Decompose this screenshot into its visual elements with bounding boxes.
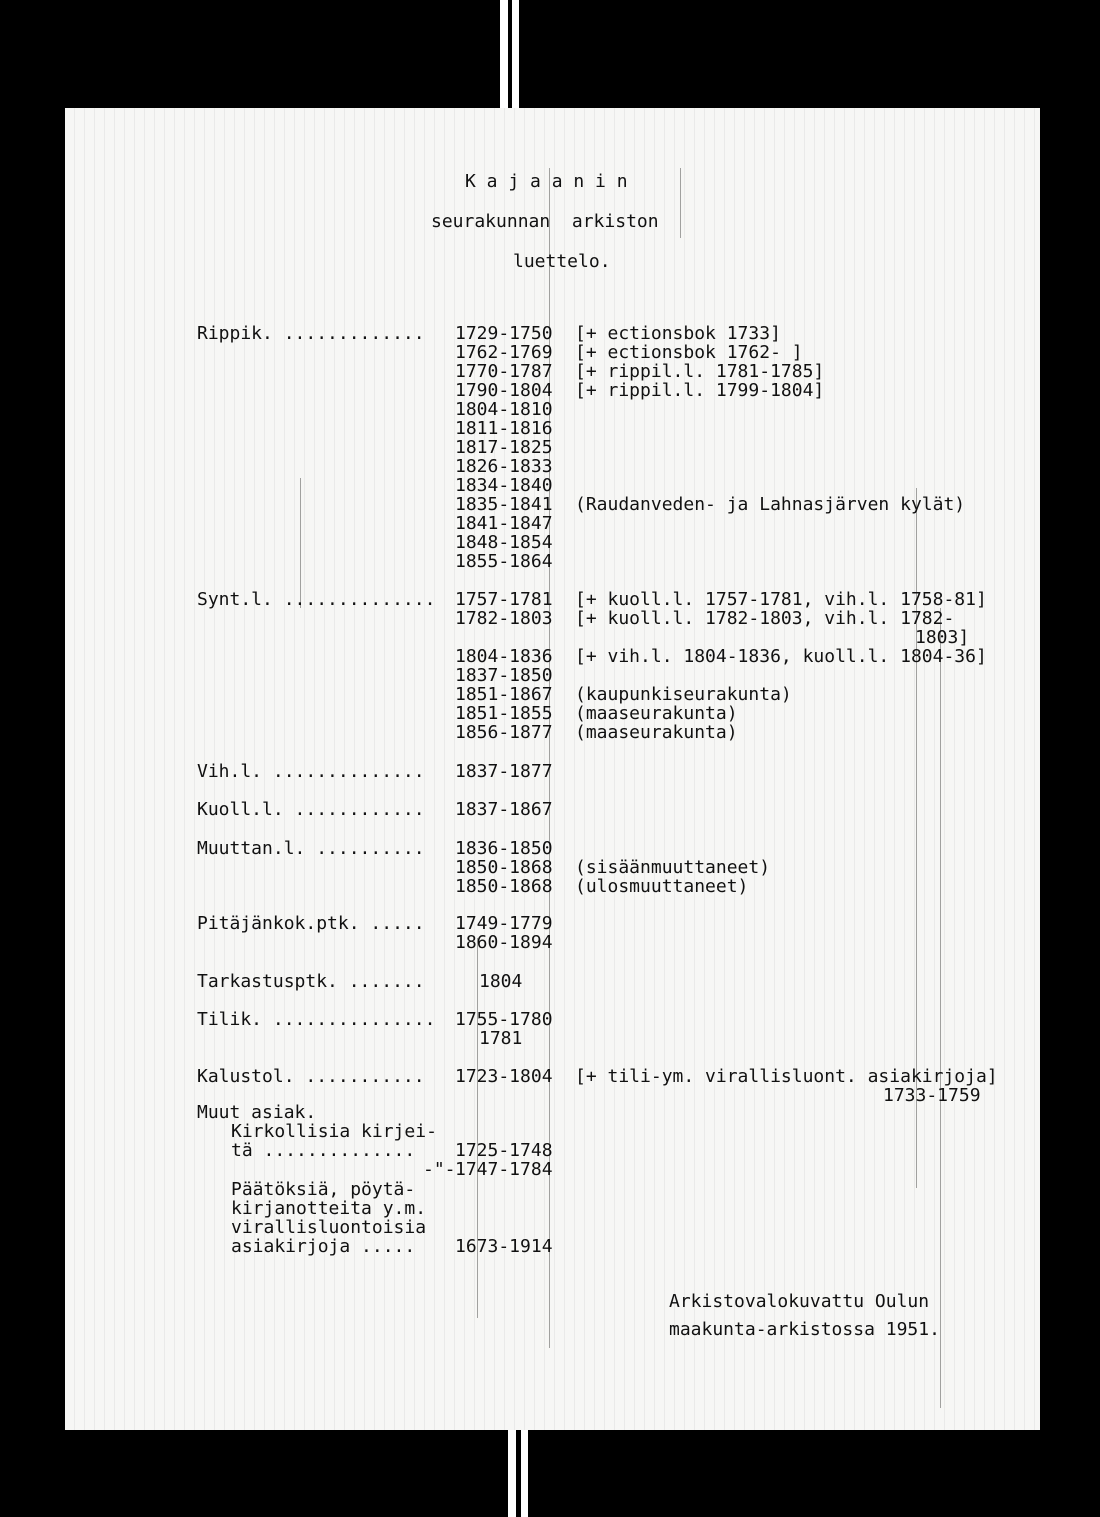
year-range: 1804-1836 [455, 646, 553, 667]
kuoll-label: Kuoll.l. ............ [197, 799, 425, 820]
year-range: 1755-1780 [455, 1009, 553, 1030]
paatoksia-label-4: asiakirjoja ..... [231, 1236, 416, 1257]
year-range: 1673-1914 [455, 1236, 553, 1257]
year-range: 1811-1816 [455, 418, 553, 439]
rippik-years [455, 324, 553, 571]
year-range: 1836-1850 [455, 838, 553, 859]
year-range: 1851-1867 [455, 684, 553, 705]
ditto-mark: -"- [423, 1159, 456, 1180]
archive-stamp-line2: maakunta-arkistossa 1951. [669, 1319, 940, 1340]
year-range: 1729-1750 [455, 323, 553, 344]
year-range: 1723-1804 [455, 1066, 553, 1087]
synt-label: Synt.l. .............. [197, 589, 436, 610]
year-range: 1856-1877 [455, 722, 553, 743]
film-mark-top-right [512, 0, 519, 108]
year-range: 1782-1803 [455, 608, 553, 629]
year-range: 1848-1854 [455, 532, 553, 553]
document-page [65, 108, 1040, 1430]
note: [+ rippil.l. 1799-1804] [575, 380, 825, 401]
note: [+ ectionsbok 1733] [575, 323, 781, 344]
note: (maaseurakunta) [575, 703, 738, 724]
year-range: 1835-1841 [455, 494, 553, 515]
note: 1733-1759 [883, 1085, 981, 1106]
year-range: 1850-1868 [455, 876, 553, 897]
note: [+ kuoll.l. 1757-1781, vih.l. 1758-81] [575, 589, 987, 610]
note: [+ vih.l. 1804-1836, kuoll.l. 1804-36] [575, 646, 987, 667]
note: [+ kuoll.l. 1782-1803, vih.l. 1782- [575, 608, 955, 629]
year-range: 1747-1784 [455, 1159, 553, 1180]
note: [+ ectionsbok 1762- ] [575, 342, 803, 363]
year-range: 1781 [479, 1028, 523, 1049]
archive-stamp-line1: Arkistovalokuvattu Oulun [669, 1291, 930, 1312]
note: [+ rippil.l. 1781-1785] [575, 361, 825, 382]
year-range: 1860-1894 [455, 932, 553, 953]
year-range: 1837-1867 [455, 799, 553, 820]
year-range: 1790-1804 [455, 380, 553, 401]
year-range: 1837-1850 [455, 665, 553, 686]
document-title: K a j a a n i n [465, 171, 628, 192]
note: (ulosmuuttaneet) [575, 876, 749, 897]
year-range: 1855-1864 [455, 551, 553, 572]
paatoksia-label-2: kirjanotteita y.m. [231, 1198, 427, 1219]
film-mark-bottom-left [508, 1430, 516, 1517]
year-range: 1725-1748 [455, 1140, 553, 1161]
year-range: 1770-1787 [455, 361, 553, 382]
year-range: 1837-1877 [455, 761, 553, 782]
pitajankok-label: Pitäjänkok.ptk. ..... [197, 913, 425, 934]
film-mark-bottom-right [521, 1430, 528, 1517]
note: [+ tili-ym. virallisluont. asiakirjoja] [575, 1066, 998, 1087]
vih-label: Vih.l. .............. [197, 761, 425, 782]
rippik-note-kylat: (Raudanveden- ja Lahnasjärven kylät) [575, 494, 966, 515]
document-subtitle: seurakunnan arkiston [431, 211, 659, 232]
scan-line [940, 608, 941, 1408]
kirkollisia-label-cont: tä .............. [231, 1140, 416, 1161]
year-range: 1851-1855 [455, 703, 553, 724]
year-range: 1749-1779 [455, 913, 553, 934]
year-range: 1762-1769 [455, 342, 553, 363]
year-range: 1817-1825 [455, 437, 553, 458]
muut-label: Muut asiak. [197, 1102, 317, 1123]
year-range: 1841-1847 [455, 513, 553, 534]
muuttan-label: Muuttan.l. .......... [197, 838, 425, 859]
note: (maaseurakunta) [575, 722, 738, 743]
paatoksia-label: Päätöksiä, pöytä- [231, 1179, 416, 1200]
document-subtitle-2: luettelo. [513, 251, 611, 272]
note: (kaupunkiseurakunta) [575, 684, 792, 705]
note: 1803] [915, 627, 970, 648]
year-range: 1804-1810 [455, 399, 553, 420]
scan-line [477, 938, 478, 1318]
film-mark-top-left [500, 0, 508, 108]
note: (sisäänmuuttaneet) [575, 857, 771, 878]
kirkollisia-label: Kirkollisia kirjei- [231, 1121, 437, 1142]
kalustol-label: Kalustol. ........... [197, 1066, 425, 1087]
year-range: 1757-1781 [455, 589, 553, 610]
rippik-label: Rippik. ............. [197, 323, 425, 344]
year-range: 1850-1868 [455, 857, 553, 878]
year-range: 1826-1833 [455, 456, 553, 477]
year-range: 1834-1840 [455, 475, 553, 496]
rippik-notes [575, 324, 824, 400]
tarkastusptk-label: Tarkastusptk. ....... [197, 971, 425, 992]
scan-line [680, 168, 681, 238]
paatoksia-label-3: virallisluontoisia [231, 1217, 427, 1238]
year-range: 1804 [479, 971, 523, 992]
tilik-label: Tilik. ............... [197, 1009, 436, 1030]
